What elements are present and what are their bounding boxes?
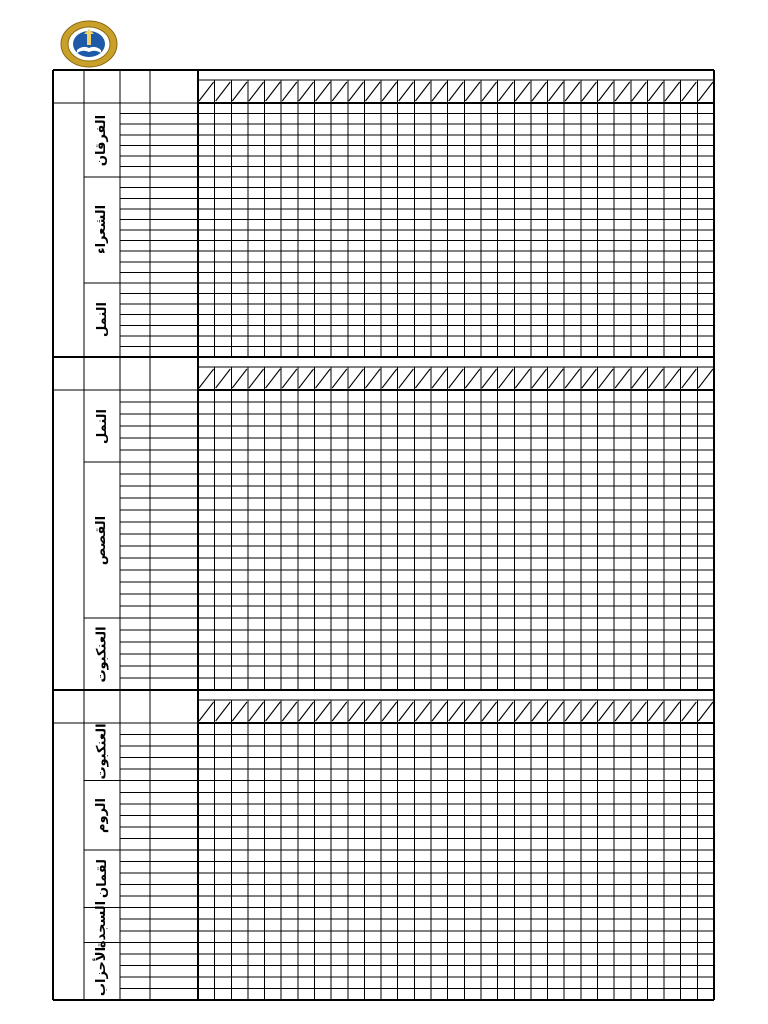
header-diagonal-slash xyxy=(432,702,447,721)
header-diagonal-slash xyxy=(415,369,430,388)
header-diagonal-slash xyxy=(682,82,697,101)
surah-name-label xyxy=(84,462,120,618)
header-diagonal-slash xyxy=(266,369,281,388)
header-diagonal-slash xyxy=(432,82,447,101)
surah-name-label xyxy=(84,942,120,1000)
header-diagonal-slash xyxy=(249,82,264,101)
header-diagonal-slash xyxy=(598,82,613,101)
header-diagonal-slash xyxy=(266,702,281,721)
header-diagonal-slash xyxy=(632,369,647,388)
header-diagonal-slash xyxy=(582,82,597,101)
header-diagonal-slash xyxy=(632,82,647,101)
surah-name-text: القصص xyxy=(94,515,110,565)
header-diagonal-slash xyxy=(698,369,713,388)
header-diagonal-slash xyxy=(299,702,314,721)
header-diagonal-slash xyxy=(216,702,231,721)
header-diagonal-slash xyxy=(332,82,347,101)
header-diagonal-slash xyxy=(365,369,380,388)
surah-name-label xyxy=(84,723,120,781)
header-diagonal-slash xyxy=(216,82,231,101)
header-diagonal-slash xyxy=(615,82,630,101)
header-diagonal-slash xyxy=(515,82,530,101)
header-diagonal-slash xyxy=(582,702,597,721)
header-diagonal-slash xyxy=(399,702,414,721)
header-diagonal-slash xyxy=(382,702,397,721)
surah-name-text: الأحزاب xyxy=(94,946,110,996)
header-diagonal-slash xyxy=(582,369,597,388)
surah-name-text: النمل xyxy=(94,302,110,338)
header-diagonal-slash xyxy=(532,369,547,388)
header-diagonal-slash xyxy=(316,369,331,388)
header-diagonal-slash xyxy=(565,702,580,721)
surah-name-text: العنكبوت xyxy=(94,723,110,780)
header-diagonal-slash xyxy=(665,702,680,721)
header-diagonal-slash xyxy=(399,369,414,388)
header-diagonal-slash xyxy=(632,702,647,721)
surah-name-label xyxy=(84,901,120,949)
header-diagonal-slash xyxy=(615,702,630,721)
header-diagonal-slash xyxy=(532,82,547,101)
header-diagonal-slash xyxy=(665,82,680,101)
surah-name-label xyxy=(84,618,120,690)
header-diagonal-slash xyxy=(216,369,231,388)
header-diagonal-slash xyxy=(565,82,580,101)
header-diagonal-slash xyxy=(499,702,514,721)
header-diagonal-slash xyxy=(349,369,364,388)
header-diagonal-slash xyxy=(449,82,464,101)
header-diagonal-slash xyxy=(415,702,430,721)
header-diagonal-slash xyxy=(515,702,530,721)
header-diagonal-slash xyxy=(382,369,397,388)
header-diagonal-slash xyxy=(615,369,630,388)
header-diagonal-slash xyxy=(199,702,214,721)
header-diagonal-slash xyxy=(382,82,397,101)
header-diagonal-slash xyxy=(532,702,547,721)
header-diagonal-slash xyxy=(249,702,264,721)
header-diagonal-slash xyxy=(648,82,663,101)
header-diagonal-slash xyxy=(449,369,464,388)
header-diagonal-slash xyxy=(282,702,297,721)
surah-name-text: العنكبوت xyxy=(94,625,110,683)
surah-name-text: لقمان xyxy=(94,859,110,899)
header-diagonal-slash xyxy=(449,702,464,721)
header-diagonal-slash xyxy=(549,82,564,101)
header-diagonal-slash xyxy=(698,702,713,721)
header-diagonal-slash xyxy=(499,82,514,101)
header-diagonal-slash xyxy=(549,702,564,721)
header-diagonal-slash xyxy=(565,369,580,388)
header-diagonal-slash xyxy=(316,82,331,101)
header-diagonal-slash xyxy=(316,702,331,721)
header-diagonal-slash xyxy=(232,369,247,388)
header-diagonal-slash xyxy=(232,702,247,721)
header-diagonal-slash xyxy=(682,702,697,721)
surah-name-label xyxy=(84,103,120,177)
header-diagonal-slash xyxy=(549,369,564,388)
surah-name-text: السجدة xyxy=(94,901,110,949)
header-diagonal-slash xyxy=(299,82,314,101)
header-diagonal-slash xyxy=(249,369,264,388)
surah-name-label xyxy=(84,390,120,462)
header-diagonal-slash xyxy=(282,369,297,388)
header-diagonal-slash xyxy=(266,82,281,101)
surah-name-label xyxy=(84,177,120,283)
header-diagonal-slash xyxy=(698,82,713,101)
header-diagonal-slash xyxy=(465,82,480,101)
header-diagonal-slash xyxy=(415,82,430,101)
surah-name-label xyxy=(84,781,120,850)
header-diagonal-slash xyxy=(332,702,347,721)
header-diagonal-slash xyxy=(432,369,447,388)
header-diagonal-slash xyxy=(349,82,364,101)
header-diagonal-slash xyxy=(499,369,514,388)
header-diagonal-slash xyxy=(465,369,480,388)
header-diagonal-slash xyxy=(199,82,214,101)
header-diagonal-slash xyxy=(648,702,663,721)
surah-name-text: الروم xyxy=(94,797,110,833)
header-diagonal-slash xyxy=(515,369,530,388)
surah-name-text: النمل xyxy=(94,408,110,444)
header-diagonal-slash xyxy=(365,82,380,101)
header-diagonal-slash xyxy=(682,369,697,388)
header-diagonal-slash xyxy=(665,369,680,388)
header-diagonal-slash xyxy=(482,369,497,388)
header-diagonal-slash xyxy=(349,702,364,721)
surah-name-text: الشعراء xyxy=(94,205,110,255)
header-diagonal-slash xyxy=(465,702,480,721)
header-diagonal-slash xyxy=(365,702,380,721)
header-diagonal-slash xyxy=(598,369,613,388)
header-diagonal-slash xyxy=(399,82,414,101)
surah-name-label xyxy=(84,850,120,908)
header-diagonal-slash xyxy=(299,369,314,388)
surah-name-text: الفرقان xyxy=(94,114,110,166)
header-diagonal-slash xyxy=(332,369,347,388)
header-diagonal-slash xyxy=(199,369,214,388)
header-diagonal-slash xyxy=(482,702,497,721)
header-diagonal-slash xyxy=(282,82,297,101)
header-diagonal-slash xyxy=(648,369,663,388)
surah-name-label xyxy=(84,283,120,357)
header-diagonal-slash xyxy=(482,82,497,101)
header-diagonal-slash xyxy=(232,82,247,101)
header-diagonal-slash xyxy=(598,702,613,721)
